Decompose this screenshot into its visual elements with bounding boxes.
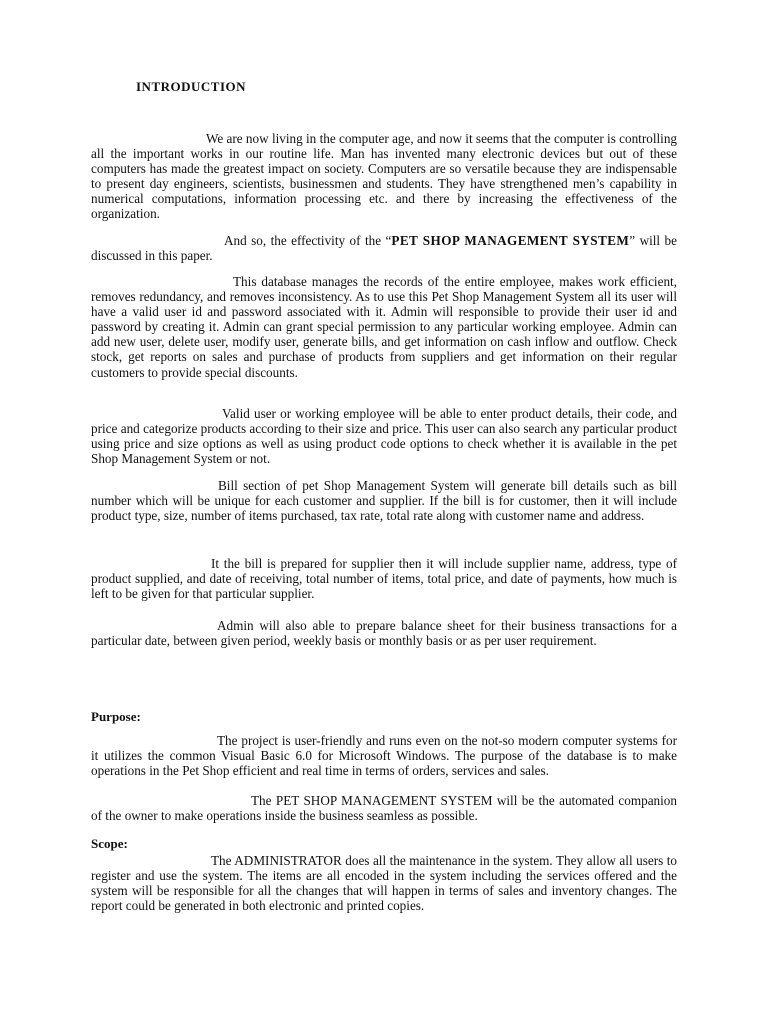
purpose-paragraph-2	[91, 793, 677, 823]
scope-paragraph-1-text: The ADMINISTRATOR does all the maintenance in the system. They allow all users to register and use the system. The items are all encoded in the system including the services offered and the system will be responsible for all the changes that will happen in terms of sales and inventory changes. The report could be generated in both electronic and printed copies.	[91, 853, 677, 914]
purpose-paragraph-1-text: The project is user-friendly and runs even on the not-so modern computer systems for it utilizes the common Visual Basic 6.0 for Microsoft Windows. The purpose of the database is to make operations in the Pet Shop efficient and real time in terms of orders, services and sales.	[91, 733, 677, 779]
intro-paragraph-7	[91, 618, 677, 648]
scope-heading: Scope:	[91, 836, 128, 851]
purpose-paragraph-2-text: The PET SHOP MANAGEMENT SYSTEM will be the automated companion of the owner to make operations inside the business seamless as possible.	[91, 793, 677, 824]
intro-paragraph-2	[91, 233, 677, 263]
intro-paragraph-2-before: And so, the effectivity of the “	[224, 233, 392, 248]
purpose-heading: Purpose:	[91, 709, 141, 724]
scope-paragraph-1	[91, 853, 677, 913]
intro-paragraph-4	[91, 406, 677, 466]
intro-paragraph-3	[91, 274, 677, 380]
intro-paragraph-2-after: ” will be discussed in this paper.	[91, 233, 677, 264]
intro-paragraph-7-text: Admin will also able to prepare balance sheet for their business transactions for a particular date, between given period, weekly basis or monthly basis or as per user requirement.	[91, 618, 677, 649]
intro-paragraph-6	[91, 556, 677, 601]
intro-paragraph-5	[91, 478, 677, 523]
intro-paragraph-5-text: Bill section of pet Shop Management System will generate bill details such as bill number which will be unique for each customer and supplier. If the bill is for customer, then it will include product type, size, number of items purchased, tax rate, total rate along with customer name and address.	[91, 478, 677, 524]
system-name-emphasis: PET SHOP MANAGEMENT SYSTEM	[391, 233, 630, 248]
document-title: INTRODUCTION	[136, 79, 247, 94]
intro-paragraph-6-text: It the bill is prepared for supplier then it will include supplier name, address, type of product supplied, and date of receiving, total number of items, total price, and date of payments, how much is left to be given for that particular supplier.	[91, 556, 677, 602]
intro-paragraph-3-text: This database manages the records of the entire employee, makes work efficient, removes redundancy, and removes inconsistency. As to use this Pet Shop Management System all its user will have a valid user id and password associated with it. Admin will responsible to provide their user id and password by creating it. Admin can grant special permission to any particular working employee. Admin can add new user, delete user, modify user, generate bills, and get information on cash inflow and outflow. Check stock, get reports on sales and purchase of products from suppliers and get information on their regular customers to provide special discounts.	[91, 274, 677, 380]
intro-paragraph-4-text: Valid user or working employee will be able to enter product details, their code, and price and categorize products according to their size and price. This user can also search any particular product using price and size options as well as using product code options to check whether it is available in the pet Shop Management System or not.	[91, 406, 677, 467]
intro-paragraph-1	[91, 131, 677, 222]
purpose-paragraph-1	[91, 733, 677, 778]
intro-paragraph-1-text: We are now living in the computer age, and now it seems that the computer is controlling all the important works in our routine life. Man has invented many electronic devices but out of these computers has made the greatest impact on society. Computers are so versatile because they are indispensable to present day engineers, scientists, businessmen and students. They have strengthened men’s capability in numerical computations, information processing etc. and there by increasing the effectiveness of the organization.	[91, 131, 678, 222]
